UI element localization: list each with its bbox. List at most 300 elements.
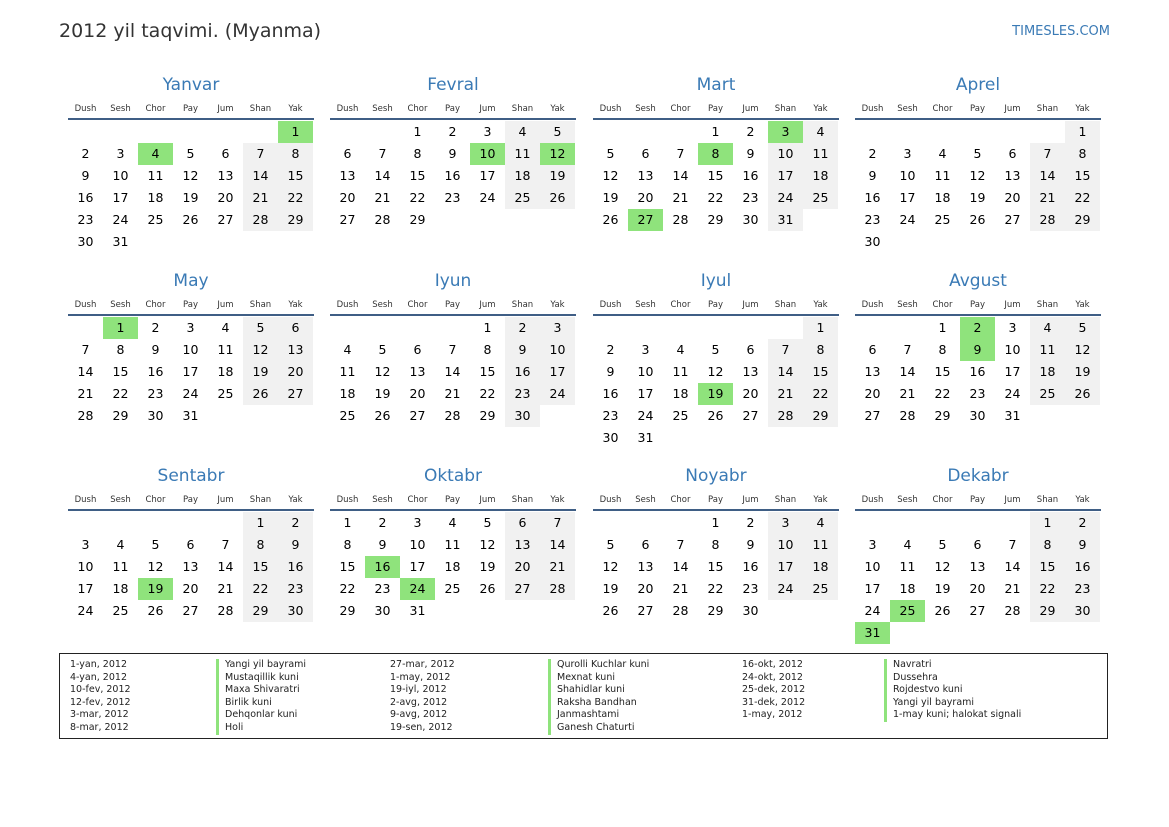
day-cell: 28 [243, 209, 278, 231]
day-cell: 26 [147, 603, 164, 618]
day-cell: 15 [112, 364, 129, 379]
day-cell: 22 [409, 190, 426, 205]
weekday-label: Yak [813, 104, 828, 114]
day-cell: 23 [147, 386, 164, 401]
weekday-label: Shan [249, 300, 272, 310]
weekday-label: Pay [183, 104, 198, 114]
legend-holiday-name: Rojdestvo kuni [884, 684, 1021, 697]
weekday-label: Shan [774, 300, 797, 310]
legend-holiday-name: Birlik kuni [216, 697, 306, 710]
day-cell: 10 [540, 339, 575, 361]
weekday-label: Jum [217, 300, 234, 310]
day-cell: 27 [969, 603, 986, 618]
day-cell: 5 [540, 121, 575, 143]
day-cell: 1 [343, 515, 352, 530]
day-cell: 24 [479, 190, 496, 205]
header-rule [330, 509, 576, 511]
day-cell: 4 [903, 537, 912, 552]
day-cell: 27 [864, 408, 881, 423]
day-cell: 25 [934, 212, 951, 227]
day-cell: 3 [81, 537, 90, 552]
day-cell: 14 [899, 364, 916, 379]
legend-holiday-name: Qurolli Kuchlar kuni [548, 659, 649, 672]
day-cell: 28 [672, 212, 689, 227]
weekday-label: Chor [145, 495, 166, 505]
day-cell: 11 [217, 342, 234, 357]
day-cell: 6 [641, 537, 650, 552]
day-cell: 14 [768, 361, 803, 383]
weekday-label: Pay [445, 495, 460, 505]
legend-holiday-date: 1-may, 2012 [742, 709, 803, 721]
day-cell: 8 [938, 342, 947, 357]
day-cell: 15 [479, 364, 496, 379]
weekday-label: Jum [217, 495, 234, 505]
weekday-label: Yak [550, 300, 565, 310]
holiday-day-cell: 31 [855, 622, 890, 644]
day-cell: 24 [1004, 386, 1021, 401]
weekday-label: Dush [74, 495, 97, 505]
header-rule [593, 509, 839, 511]
weekday-label: Yak [1075, 300, 1090, 310]
day-cell: 21 [217, 581, 234, 596]
weekday-label: Sesh [110, 104, 131, 114]
day-cell: 24 [864, 603, 881, 618]
day-cell: 27 [637, 603, 654, 618]
weekday-label: Sesh [110, 300, 131, 310]
day-cell: 19 [182, 190, 199, 205]
day-cell: 3 [868, 537, 877, 552]
legend-holiday-name: Navratri [884, 659, 1021, 672]
day-cell: 15 [707, 168, 724, 183]
day-cell: 26 [602, 212, 619, 227]
legend-holiday-name: 1-may kuni; halokat signali [884, 709, 1021, 722]
weekday-label: Shan [1036, 104, 1059, 114]
weekday-label: Sesh [635, 104, 656, 114]
weekday-header [330, 495, 576, 507]
day-cell: 12 [602, 168, 619, 183]
day-cell: 30 [969, 408, 986, 423]
day-cell: 29 [707, 603, 724, 618]
legend-holiday-name: Holi [216, 722, 306, 735]
legend-holiday-date: 2-avg, 2012 [390, 696, 448, 708]
day-cell: 26 [602, 603, 619, 618]
day-cell: 25 [672, 408, 689, 423]
day-cell: 10 [899, 168, 916, 183]
day-cell: 19 [479, 559, 496, 574]
month-calendar [330, 72, 576, 262]
day-cell: 3 [768, 512, 803, 534]
day-cell: 14 [243, 165, 278, 187]
day-cell: 26 [182, 212, 199, 227]
day-cell: 15 [409, 168, 426, 183]
legend-holiday-date: 1-may, 2012 [390, 671, 451, 683]
day-cell: 2 [448, 124, 457, 139]
day-cell: 6 [413, 342, 422, 357]
day-cell: 17 [112, 190, 129, 205]
weekday-header [855, 495, 1101, 507]
holiday-day-cell: 25 [890, 600, 925, 622]
header-rule [855, 118, 1101, 120]
holiday-day-cell: 1 [278, 121, 313, 143]
weekday-label: Pay [445, 300, 460, 310]
holiday-day-cell: 19 [138, 578, 173, 600]
day-cell: 13 [217, 168, 234, 183]
legend-holiday-name: Shahidlar kuni [548, 684, 649, 697]
day-cell: 6 [641, 146, 650, 161]
day-cell: 12 [1065, 339, 1100, 361]
weekday-label: Yak [1075, 495, 1090, 505]
month-title: Avgust [949, 271, 1007, 291]
day-cell: 26 [479, 581, 496, 596]
day-cell: 26 [1065, 383, 1100, 405]
day-cell: 23 [602, 408, 619, 423]
day-cell: 9 [746, 146, 755, 161]
weekday-header [68, 300, 314, 312]
month-title: Iyun [434, 271, 472, 291]
legend-holiday-date: 8-mar, 2012 [70, 721, 129, 733]
day-cell: 1 [413, 124, 422, 139]
day-cell: 17 [899, 190, 916, 205]
day-cell: 12 [182, 168, 199, 183]
day-cell: 20 [182, 581, 199, 596]
day-cell: 21 [1004, 581, 1021, 596]
day-cell: 23 [505, 383, 540, 405]
day-cell: 22 [1030, 578, 1065, 600]
day-cell: 30 [77, 234, 94, 249]
day-cell: 28 [540, 578, 575, 600]
weekday-label: Chor [407, 300, 428, 310]
weekday-label: Chor [932, 495, 953, 505]
legend-dates-col-2 [390, 659, 455, 735]
day-cell: 17 [637, 386, 654, 401]
weekday-label: Pay [445, 104, 460, 114]
weekday-label: Dush [336, 495, 359, 505]
legend-holiday-date: 19-sen, 2012 [390, 721, 453, 733]
day-cell: 21 [444, 386, 461, 401]
weekday-label: Pay [183, 300, 198, 310]
legend-names-col-1 [216, 659, 306, 735]
month-calendar [330, 463, 576, 653]
weekday-label: Pay [708, 104, 723, 114]
weekday-label: Shan [774, 495, 797, 505]
day-cell: 24 [77, 603, 94, 618]
day-cell: 5 [606, 146, 615, 161]
day-cell: 3 [641, 342, 650, 357]
legend-holiday-name: Janmashtami [548, 709, 649, 722]
day-cell: 7 [540, 512, 575, 534]
day-cell: 18 [803, 556, 838, 578]
day-cell: 20 [278, 361, 313, 383]
day-cell: 18 [217, 364, 234, 379]
weekday-label: Sesh [372, 300, 393, 310]
legend-dates-col-3 [742, 659, 805, 722]
weekday-label: Chor [407, 104, 428, 114]
legend-holiday-name: Dehqonlar kuni [216, 709, 306, 722]
day-cell: 6 [278, 317, 313, 339]
day-cell: 23 [1065, 578, 1100, 600]
month-calendar [855, 463, 1101, 653]
day-cell: 29 [409, 212, 426, 227]
day-cell: 15 [243, 556, 278, 578]
day-cell: 18 [112, 581, 129, 596]
day-cell: 24 [637, 408, 654, 423]
weekday-label: Yak [288, 104, 303, 114]
day-cell: 27 [217, 212, 234, 227]
day-cell: 13 [637, 168, 654, 183]
day-cell: 2 [868, 146, 877, 161]
day-cell: 21 [768, 383, 803, 405]
day-cell: 16 [742, 559, 759, 574]
weekday-label: Shan [774, 104, 797, 114]
day-cell: 20 [742, 386, 759, 401]
day-cell: 14 [374, 168, 391, 183]
day-cell: 25 [339, 408, 356, 423]
month-title: May [173, 271, 209, 291]
day-cell: 22 [479, 386, 496, 401]
day-cell: 20 [1004, 190, 1021, 205]
day-cell: 1 [711, 515, 720, 530]
legend-holiday-name: Dussehra [884, 672, 1021, 685]
day-cell: 22 [707, 581, 724, 596]
holiday-day-cell: 12 [540, 143, 575, 165]
day-cell: 18 [672, 386, 689, 401]
day-cell: 9 [606, 364, 615, 379]
day-cell: 4 [803, 512, 838, 534]
day-cell: 7 [676, 146, 685, 161]
day-cell: 24 [182, 386, 199, 401]
day-cell: 17 [864, 581, 881, 596]
day-cell: 8 [343, 537, 352, 552]
day-cell: 8 [1030, 534, 1065, 556]
weekday-label: Yak [813, 300, 828, 310]
day-cell: 6 [868, 342, 877, 357]
holiday-legend [59, 653, 1108, 739]
weekday-header [593, 495, 839, 507]
day-cell: 4 [1030, 317, 1065, 339]
day-cell: 30 [147, 408, 164, 423]
day-cell: 23 [444, 190, 461, 205]
holiday-day-cell: 16 [365, 556, 400, 578]
day-cell: 23 [374, 581, 391, 596]
day-cell: 22 [707, 190, 724, 205]
day-cell: 30 [602, 430, 619, 445]
day-cell: 7 [903, 342, 912, 357]
day-cell: 12 [707, 364, 724, 379]
day-cell: 2 [1065, 512, 1100, 534]
day-cell: 26 [374, 408, 391, 423]
day-cell: 27 [339, 212, 356, 227]
day-cell: 4 [803, 121, 838, 143]
day-cell: 25 [147, 212, 164, 227]
weekday-label: Shan [249, 495, 272, 505]
weekday-label: Dush [599, 104, 622, 114]
day-cell: 19 [969, 190, 986, 205]
month-calendar [855, 72, 1101, 262]
weekday-header [330, 300, 576, 312]
day-cell: 28 [899, 408, 916, 423]
day-cell: 19 [540, 165, 575, 187]
site-link[interactable]: TIMESLES.COM [1012, 24, 1110, 39]
day-cell: 21 [77, 386, 94, 401]
day-cell: 25 [1030, 383, 1065, 405]
day-cell: 21 [672, 190, 689, 205]
weekday-label: Sesh [635, 495, 656, 505]
month-title: Mart [696, 75, 736, 95]
holiday-day-cell: 8 [698, 143, 733, 165]
weekday-label: Sesh [897, 495, 918, 505]
weekday-label: Yak [550, 104, 565, 114]
day-cell: 12 [602, 559, 619, 574]
day-cell: 19 [1065, 361, 1100, 383]
weekday-header [855, 300, 1101, 312]
day-cell: 18 [1030, 361, 1065, 383]
day-cell: 14 [444, 364, 461, 379]
day-cell: 15 [1065, 165, 1100, 187]
day-cell: 10 [1004, 342, 1021, 357]
day-cell: 16 [1065, 556, 1100, 578]
day-cell: 18 [147, 190, 164, 205]
header-rule [68, 314, 314, 316]
day-cell: 23 [969, 386, 986, 401]
holiday-day-cell: 3 [768, 121, 803, 143]
weekday-label: Yak [550, 495, 565, 505]
header-rule [855, 314, 1101, 316]
weekday-label: Pay [970, 300, 985, 310]
day-cell: 12 [243, 339, 278, 361]
weekday-label: Shan [1036, 495, 1059, 505]
header-rule [593, 118, 839, 120]
weekday-label: Jum [742, 104, 759, 114]
day-cell: 27 [505, 578, 540, 600]
day-cell: 27 [742, 408, 759, 423]
weekday-header [855, 104, 1101, 116]
day-cell: 22 [112, 386, 129, 401]
day-cell: 10 [77, 559, 94, 574]
legend-holiday-date: 24-okt, 2012 [742, 671, 803, 683]
legend-holiday-name: Maxa Shivaratri [216, 684, 306, 697]
day-cell: 25 [112, 603, 129, 618]
day-cell: 10 [409, 537, 426, 552]
day-cell: 2 [505, 317, 540, 339]
day-cell: 3 [116, 146, 125, 161]
day-cell: 23 [278, 578, 313, 600]
day-cell: 29 [243, 600, 278, 622]
day-cell: 4 [343, 342, 352, 357]
day-cell: 21 [1030, 187, 1065, 209]
day-cell: 16 [444, 168, 461, 183]
day-cell: 8 [803, 339, 838, 361]
day-cell: 21 [899, 386, 916, 401]
weekday-label: Chor [932, 300, 953, 310]
day-cell: 18 [803, 165, 838, 187]
day-cell: 9 [1065, 534, 1100, 556]
day-cell: 6 [221, 146, 230, 161]
day-cell: 31 [409, 603, 426, 618]
day-cell: 22 [934, 386, 951, 401]
day-cell: 11 [934, 168, 951, 183]
day-cell: 14 [672, 559, 689, 574]
legend-holiday-date: 31-dek, 2012 [742, 696, 806, 708]
day-cell: 20 [864, 386, 881, 401]
month-calendar [68, 268, 314, 458]
day-cell: 11 [112, 559, 129, 574]
month-calendar [68, 72, 314, 262]
day-cell: 10 [864, 559, 881, 574]
day-cell: 13 [742, 364, 759, 379]
day-cell: 26 [707, 408, 724, 423]
header-rule [330, 118, 576, 120]
day-cell: 17 [768, 556, 803, 578]
holiday-day-cell: 19 [698, 383, 733, 405]
day-cell: 26 [969, 212, 986, 227]
weekday-label: Yak [288, 300, 303, 310]
day-cell: 2 [81, 146, 90, 161]
weekday-label: Shan [249, 104, 272, 114]
day-cell: 15 [1030, 556, 1065, 578]
day-cell: 10 [182, 342, 199, 357]
day-cell: 12 [147, 559, 164, 574]
weekday-label: Dush [599, 495, 622, 505]
day-cell: 4 [505, 121, 540, 143]
day-cell: 11 [505, 143, 540, 165]
day-cell: 9 [505, 339, 540, 361]
day-cell: 16 [742, 168, 759, 183]
day-cell: 26 [540, 187, 575, 209]
weekday-label: Chor [670, 495, 691, 505]
month-calendar [330, 268, 576, 458]
day-cell: 11 [444, 537, 461, 552]
day-cell: 24 [768, 187, 803, 209]
day-cell: 5 [938, 537, 947, 552]
day-cell: 6 [186, 537, 195, 552]
day-cell: 29 [1030, 600, 1065, 622]
day-cell: 27 [409, 408, 426, 423]
header-rule [593, 314, 839, 316]
day-cell: 30 [278, 600, 313, 622]
day-cell: 1 [711, 124, 720, 139]
weekday-label: Shan [511, 495, 534, 505]
day-cell: 24 [899, 212, 916, 227]
day-cell: 5 [378, 342, 387, 357]
legend-holiday-name: Mexnat kuni [548, 672, 649, 685]
day-cell: 16 [505, 361, 540, 383]
day-cell: 28 [77, 408, 94, 423]
legend-holiday-date: 16-okt, 2012 [742, 659, 803, 670]
day-cell: 21 [243, 187, 278, 209]
weekday-label: Jum [1004, 300, 1021, 310]
day-cell: 31 [182, 408, 199, 423]
weekday-label: Jum [479, 495, 496, 505]
holiday-day-cell: 27 [628, 209, 663, 231]
month-title: Fevral [427, 75, 479, 95]
day-cell: 1 [1030, 512, 1065, 534]
day-cell: 4 [221, 320, 230, 335]
day-cell: 14 [540, 534, 575, 556]
day-cell: 6 [973, 537, 982, 552]
month-title: Noyabr [685, 466, 747, 486]
day-cell: 2 [746, 515, 755, 530]
day-cell: 20 [339, 190, 356, 205]
day-cell: 6 [746, 342, 755, 357]
day-cell: 17 [768, 165, 803, 187]
day-cell: 3 [540, 317, 575, 339]
day-cell: 11 [1030, 339, 1065, 361]
month-calendar [855, 268, 1101, 458]
day-cell: 5 [186, 146, 195, 161]
day-cell: 1 [483, 320, 492, 335]
day-cell: 29 [1065, 209, 1100, 231]
legend-holiday-date: 9-avg, 2012 [390, 709, 448, 721]
